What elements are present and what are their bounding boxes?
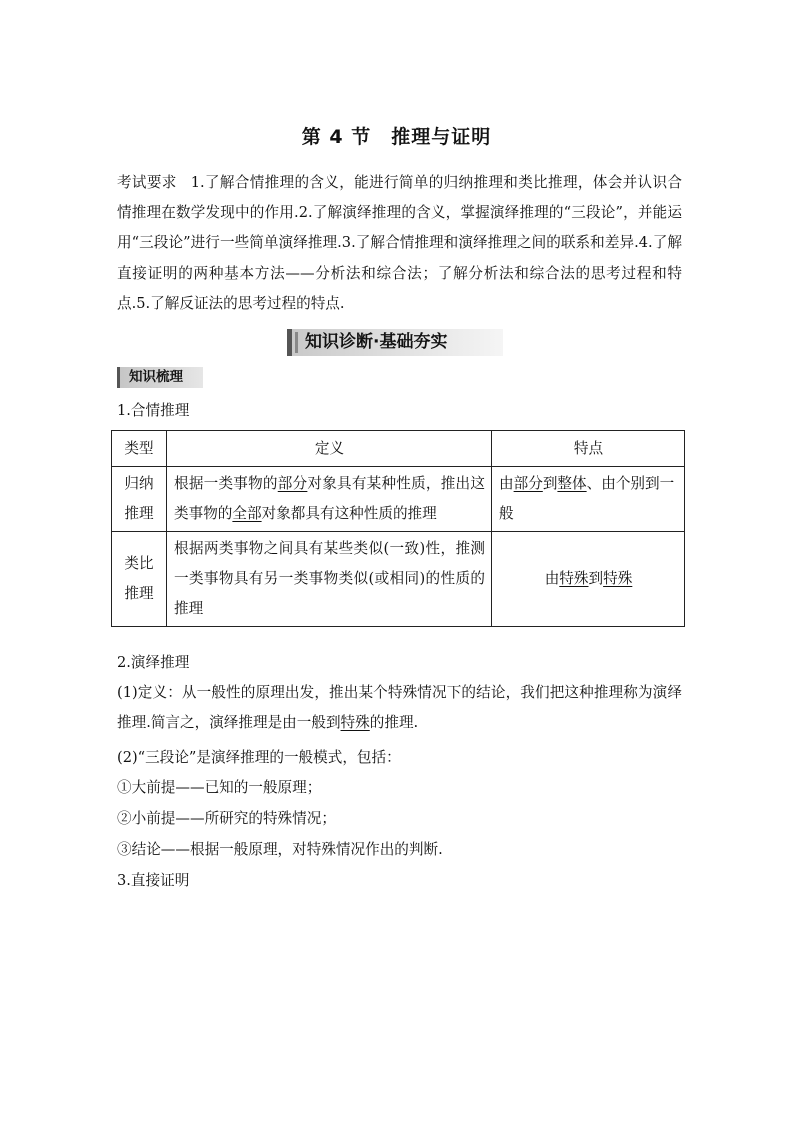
row1-feature [492,467,685,532]
row1-definition [167,467,492,532]
row1-def-part: 根据一类事物的 [174,475,278,492]
row1-feat-part: 由 [499,475,514,492]
section-banner: 知识诊断·基础夯实 [287,329,503,356]
header-type: 类型 [112,431,167,467]
row2-feat-part: 由 [544,570,560,587]
table-row [112,467,685,532]
requirements-label: 考试要求 [117,174,177,191]
page-title: 第 4 节 推理与证明 [301,126,492,148]
header-definition: 定义 [167,431,492,467]
table-header-row [112,431,685,467]
row2-type [112,532,167,627]
header-feature: 特点 [492,431,685,467]
row2-definition: 根据两类事物之间具有某些类似(一致)性，推测一类事物具有另一类事物类似(或相同)的性质的推理 [167,532,492,627]
row2-type-text: 类比推理 [124,555,154,602]
p1-part: (1)定义：从一般性的原理出发，推出某个特殊情况下的结论，我们把这种推理称为演绎推理.简言之，演绎推理是由一般到 [117,684,682,732]
p1-part: 的推理. [369,714,419,732]
row1-type [112,467,167,532]
row2-feature [492,532,685,627]
item-major-premise: ①大前提——已知的一般原理； [117,779,322,796]
p1-underlined: 特殊 [340,714,370,732]
row1-def-underlined: 全部 [232,505,262,522]
reasoning-table [111,430,685,627]
heading-1: 1.合情推理 [117,402,190,419]
row1-feat-underlined: 整体 [557,475,587,492]
heading-2: 2.演绎推理 [117,654,190,671]
row1-feat-underlined: 部分 [513,475,543,492]
item-minor-premise: ②小前提——所研究的特殊情况； [117,810,336,827]
exam-requirements [117,168,682,319]
row2-feat-underlined: 特殊 [559,570,589,587]
item-conclusion: ③结论——根据一般原理，对特殊情况作出的判断. [117,841,443,858]
row1-def-underlined: 部分 [277,475,308,492]
row2-feat-underlined: 特殊 [603,570,633,587]
requirements-text: 1.了解合情推理的含义，能进行简单的归纳推理和类比推理，体会并认识合情推理在数学发现中的作用.2.了解演绎推理的含义，掌握演绎推理的“三段论”，并能运用“三段论”进行一些简单演绎推理.3.了解合情推理和演绎推理之间的联系和差异.4.了解直接证明的两种基本方法——分析法和综合法；了解分析法和综合法的思考过程和特点.5.了解反证法的思考过程的特点. [117,174,682,312]
paragraph-definition [117,678,682,738]
row1-feat-part: 、由个别到一般 [499,475,675,522]
row1-feat-part: 到 [542,475,558,492]
table-row [112,532,685,627]
heading-3: 3.直接证明 [117,872,190,889]
row1-type-text: 归纳推理 [124,475,154,522]
sub-banner: 知识梳理 [117,367,203,388]
row1-def-part: 对象都具有这种性质的推理 [261,505,437,522]
paragraph-syllogism: (2)“三段论”是演绎推理的一般模式，包括： [117,749,401,766]
row2-feat-part: 到 [588,570,604,587]
row1-def-part: 对象具有某种性质，推出这类事物的 [174,475,485,522]
